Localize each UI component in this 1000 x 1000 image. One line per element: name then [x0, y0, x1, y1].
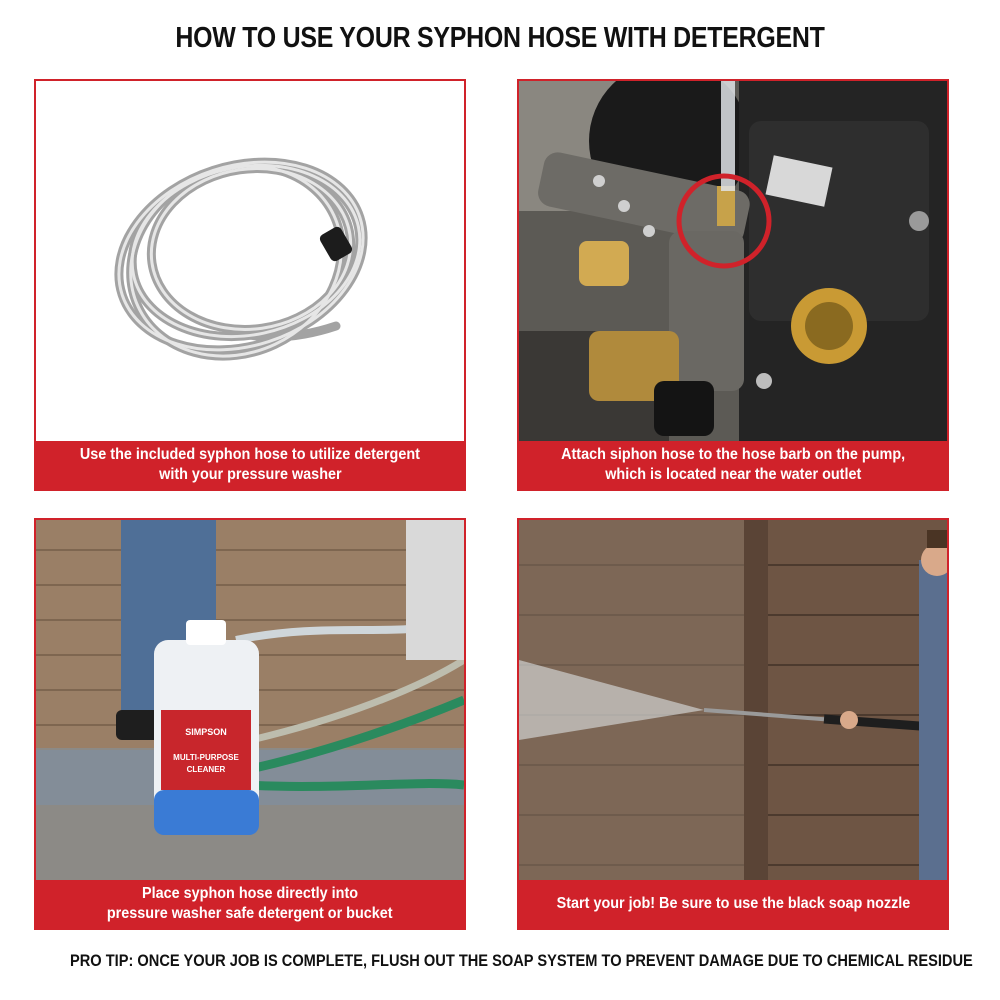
step-1-panel — [34, 79, 466, 491]
step-3-panel — [34, 518, 466, 930]
step-1-caption — [36, 441, 464, 489]
jug-label-line-1: MULTI-PURPOSE — [173, 753, 239, 762]
detergent-jug-image — [36, 520, 464, 880]
caption-line-1: Place syphon hose directly into — [141, 885, 359, 902]
caption-line-2: with your pressure washer — [158, 466, 342, 483]
caption-line-1: Use the included syphon hose to utilize detergent — [79, 446, 421, 463]
coiled-hose-image — [36, 81, 464, 441]
jug-label-line-2: CLEANER — [186, 765, 226, 774]
caption-line-2: pressure washer safe detergent or bucket — [107, 905, 393, 922]
step-2-panel — [517, 79, 949, 491]
step-2-caption — [519, 441, 947, 489]
caption-line-2: which is located near the water outlet — [604, 466, 862, 483]
pro-tip-text: PRO TIP: ONCE YOUR JOB IS COMPLETE, FLUSH OUT THE SOAP SYSTEM TO PREVENT DAMAGE DUE TO CHEMICAL RESIDUE — [70, 951, 973, 970]
step-3-caption — [36, 880, 464, 928]
step-4-panel — [517, 518, 949, 930]
fence-washing-image — [519, 520, 947, 880]
pump-closeup-image — [519, 81, 947, 441]
step-4-caption — [519, 880, 947, 928]
jug-brand-text: SIMPSON — [185, 727, 227, 737]
caption-line-1: Attach siphon hose to the hose barb on the pump, — [560, 446, 905, 463]
page-title: HOW TO USE YOUR SYPHON HOSE WITH DETERGENT — [175, 22, 825, 54]
caption-line-1: Start your job! Be sure to use the black soap nozzle — [556, 895, 910, 912]
